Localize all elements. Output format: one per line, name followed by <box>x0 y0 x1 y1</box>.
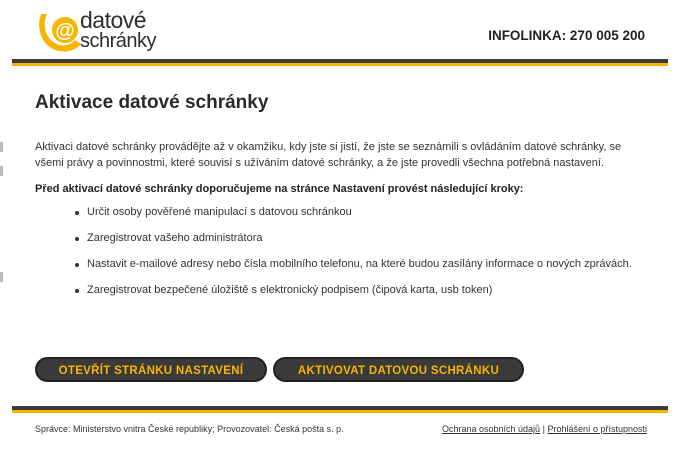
footer-operator-text: Správce: Ministerstvo vnitra České republiky; Provozovatel: Česká pošta s. p. <box>35 424 344 434</box>
list-item: Nastavit e-mailové adresy nebo čísla mobilního telefonu, na které budou zasílány informace o nových zprávách. <box>87 257 647 272</box>
logo-line2: schránky <box>80 29 157 52</box>
intro-text: Aktivaci datové schránky provádějte až v okamžiku, kdy jste si jistí, že jste se seznámili s ovládáním datové schránky, se všemi právy a povinnostmi, které souvisí s užíváním datové schránky, a že jste provedli všechna potřebná nastavení. <box>35 141 622 169</box>
header <box>0 0 682 62</box>
edge-mark <box>0 166 3 176</box>
footer-separator: | <box>542 424 545 434</box>
page-title: Aktivace datové schránky <box>35 92 269 113</box>
infolinka-phone: INFOLINKA: 270 005 200 <box>488 28 645 43</box>
list-item: Zaregistrovat vašeho administrátora <box>87 231 647 246</box>
steps-list <box>35 205 647 298</box>
edge-mark <box>0 142 3 152</box>
logo-line1: datové <box>80 7 147 33</box>
logo-text <box>80 7 157 52</box>
main-content <box>35 92 647 309</box>
steps-lead: Před aktivací datové schránky doporučujeme na stránce Nastavení provést následující kroky: <box>35 183 524 195</box>
footer-links <box>442 424 647 434</box>
top-divider-yellow <box>12 63 668 66</box>
svg-text:@: @ <box>55 20 75 42</box>
edge-mark <box>0 272 3 282</box>
list-item: Určit osoby pověřené manipulací s datovou schránkou <box>87 205 647 220</box>
list-item: Zaregistrovat bezpečené úložiště s elektronický podpisem (čipová karta, usb token) <box>87 283 647 298</box>
accessibility-link[interactable]: Prohlášení o přístupnosti <box>547 424 647 434</box>
bottom-divider-yellow <box>12 410 668 413</box>
open-settings-button[interactable]: OTEVŘÍT STRÁNKU NASTAVENÍ <box>35 357 267 382</box>
activate-mailbox-button[interactable]: AKTIVOVAT DATOVOU SCHRÁNKU <box>273 357 524 382</box>
privacy-link[interactable]: Ochrana osobních údajů <box>441 424 541 434</box>
